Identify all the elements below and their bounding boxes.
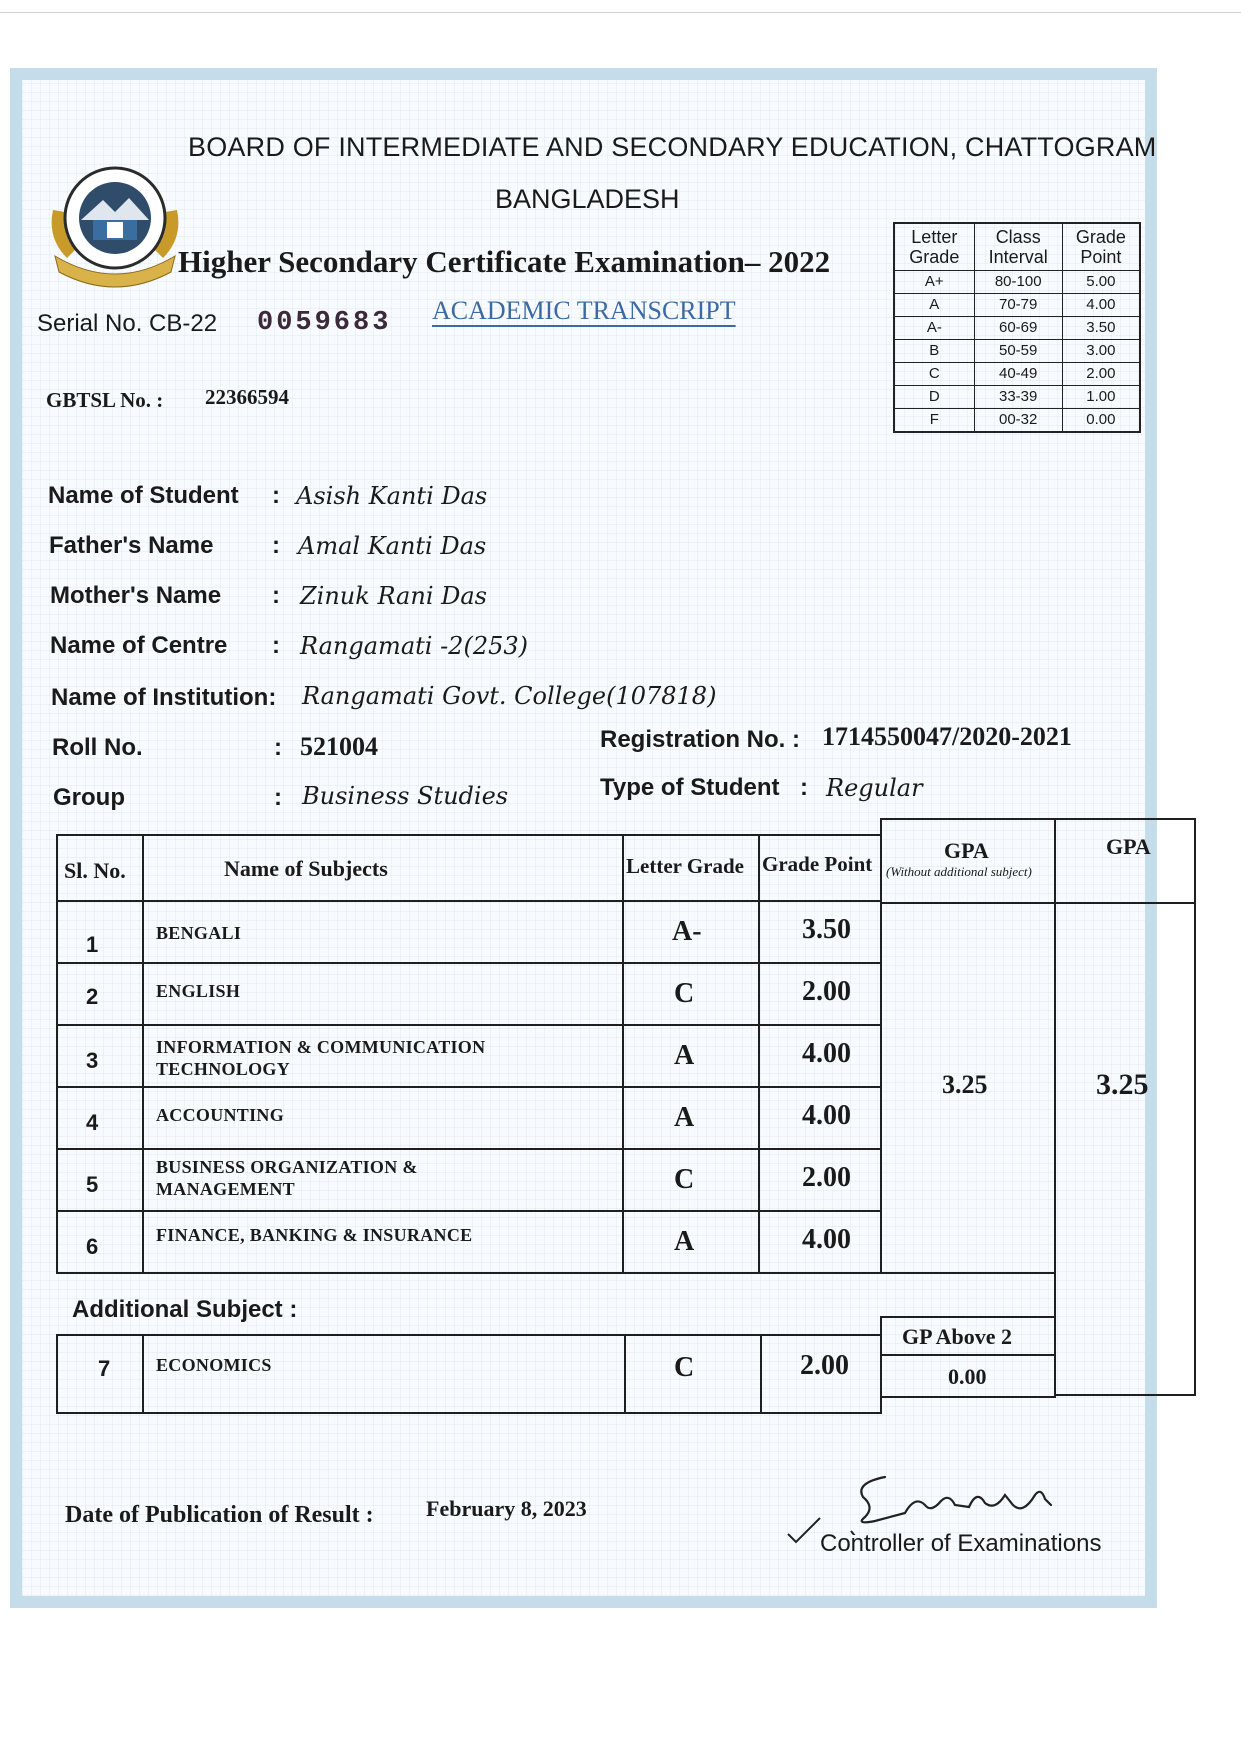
row-grade-point: 4.00 [802,1224,851,1255]
registration-value: 1714550047/2020-2021 [822,722,1072,751]
mother-name-value: Zinuk Rani Das [300,582,487,610]
grade-scale-header: Letter Grade [894,223,974,271]
grade-scale-row [894,340,1140,363]
gpa-header-cell [1054,818,1196,904]
grade-point-header: Grade Point [762,852,873,876]
additional-subject-label: Additional Subject : [72,1296,298,1323]
gp-above-value: 0.00 [948,1364,987,1389]
controller-signature [845,1465,1075,1535]
row-subject: INFORMATION & COMMUNICATION TECHNOLOGY [156,1037,486,1079]
centre-label: Name of Centre [50,632,228,659]
row-letter-grade: A [674,1102,695,1133]
gpa-divider [880,1272,1056,1274]
row-sl: 3 [86,1048,99,1073]
colon: : [272,532,280,559]
grade-interval: 50-59 [974,340,1062,363]
letter-grade-header-cell [622,834,760,902]
additional-subject: ECONOMICS [156,1355,272,1375]
grade-interval: 80-100 [974,271,1062,294]
centre-value: Rangamati -2(253) [300,632,528,660]
grade-interval: 00-32 [974,409,1062,433]
grade-point-header-cell [758,834,882,902]
row-grade-point: 4.00 [802,1038,851,1069]
grade-scale-header: Grade Point [1062,223,1140,271]
grade-point: 1.00 [1062,386,1140,409]
sl-header: Sl. No. [64,858,126,883]
gpa-without-cell [880,902,1056,1274]
institution-value: Rangamati Govt. College(107818) [302,682,717,710]
grade-point: 0.00 [1062,409,1140,433]
grade-interval: 33-39 [974,386,1062,409]
colon: : [274,734,282,761]
gbtsl-label: GBTSL No. : [46,388,164,412]
roll-value: 521004 [300,732,378,761]
student-type-label: Type of Student [600,774,780,801]
grade-point: 4.00 [1062,294,1140,317]
colon: : [272,632,280,659]
grade-interval: 70-79 [974,294,1062,317]
scan-top-edge [0,12,1241,13]
grade-interval: 60-69 [974,317,1062,340]
gpa-header: GPA [1106,834,1151,859]
row-sl: 4 [86,1110,99,1135]
row-subject: BUSINESS ORGANIZATION & MANAGEMENT [156,1157,418,1199]
colon: : [800,774,808,801]
row-sl: 2 [86,984,99,1009]
letter-grade-header: Letter Grade [626,854,744,878]
row-letter-grade: A- [672,916,702,947]
additional-sl: 7 [98,1356,111,1381]
institution-label: Name of Institution: [51,684,277,711]
row-letter-grade: C [674,978,695,1009]
row-grade-point: 3.50 [802,914,851,945]
row-grade-point: 2.00 [802,976,851,1007]
exam-title: Higher Secondary Certificate Examination– 2022 [178,244,831,279]
colon: : [274,784,282,811]
country-name: BANGLADESH [495,184,680,214]
additional-grade-point: 2.00 [800,1350,849,1381]
group-label: Group [53,784,125,811]
grade-scale-row [894,294,1140,317]
grade-point: 2.00 [1062,363,1140,386]
publication-date-label: Date of Publication of Result : [65,1502,374,1528]
row-letter-grade: A [674,1040,695,1071]
grade-scale-row [894,386,1140,409]
checkmark-icon [786,1516,822,1546]
serial-label: Serial No. CB-22 [37,310,218,337]
gbtsl-value: 22366594 [205,385,289,409]
gp-above-label: GP Above 2 [902,1324,1013,1349]
registration-label: Registration No. : [600,726,801,753]
row-sl: 5 [86,1172,99,1197]
grade-scale-row [894,409,1140,433]
grade-letter: F [894,409,974,433]
grade-point: 3.00 [1062,340,1140,363]
gpa-cell [1054,902,1196,1396]
grade-scale-header: Class Interval [974,223,1062,271]
grade-letter: D [894,386,974,409]
gpa-without-header: GPA [944,838,989,863]
transcript-title: ACADEMIC TRANSCRIPT [432,296,736,325]
row-subject: FINANCE, BANKING & INSURANCE [156,1225,473,1245]
subject-header-cell [142,834,624,902]
grade-letter: A [894,294,974,317]
gpa-without-note: (Without additional subject) [886,864,1032,879]
row-subject: BENGALI [156,923,242,943]
row-subject: ACCOUNTING [156,1105,285,1125]
row-letter-grade: C [674,1164,695,1195]
gpa-value: 3.25 [1096,1068,1149,1101]
grade-point: 3.50 [1062,317,1140,340]
publication-date-value: February 8, 2023 [426,1496,587,1521]
row-grade-point: 2.00 [802,1162,851,1193]
gpa-without-header-cell [880,818,1056,904]
student-name-value: Asish Kanti Das [296,482,488,510]
grade-scale-table [893,222,1141,433]
grade-scale-row [894,363,1140,386]
grade-letter: A+ [894,271,974,294]
subject-header: Name of Subjects [224,856,388,881]
grade-point: 5.00 [1062,271,1140,294]
row-sl: 6 [86,1234,99,1259]
board-name: BOARD OF INTERMEDIATE AND SECONDARY EDUCATION, CHATTOGRAM [188,132,1157,162]
grade-scale-row [894,317,1140,340]
row-sl: 1 [86,932,99,957]
grade-letter: A- [894,317,974,340]
student-name-label: Name of Student [48,482,239,509]
additional-letter-grade: C [674,1352,695,1383]
row-grade-point: 4.00 [802,1100,851,1131]
sl-header-cell [56,834,144,902]
results-table [56,818,1151,1394]
father-name-value: Amal Kanti Das [298,532,487,560]
serial-number: 0059683 [257,308,392,338]
colon: : [272,482,280,509]
colon: : [272,582,280,609]
group-value: Business Studies [302,782,509,810]
student-type-value: Regular [826,774,923,802]
gpa-without-value: 3.25 [942,1070,988,1099]
roll-label: Roll No. [52,734,143,761]
row-subject: ENGLISH [156,981,241,1001]
controller-title: Controller of Examinations [820,1530,1102,1557]
board-seal-logo [45,160,185,290]
grade-letter: B [894,340,974,363]
mother-name-label: Mother's Name [50,582,222,609]
father-name-label: Father's Name [49,532,214,559]
row-letter-grade: A [674,1226,695,1257]
grade-scale-row [894,271,1140,294]
grade-interval: 40-49 [974,363,1062,386]
grade-letter: C [894,363,974,386]
